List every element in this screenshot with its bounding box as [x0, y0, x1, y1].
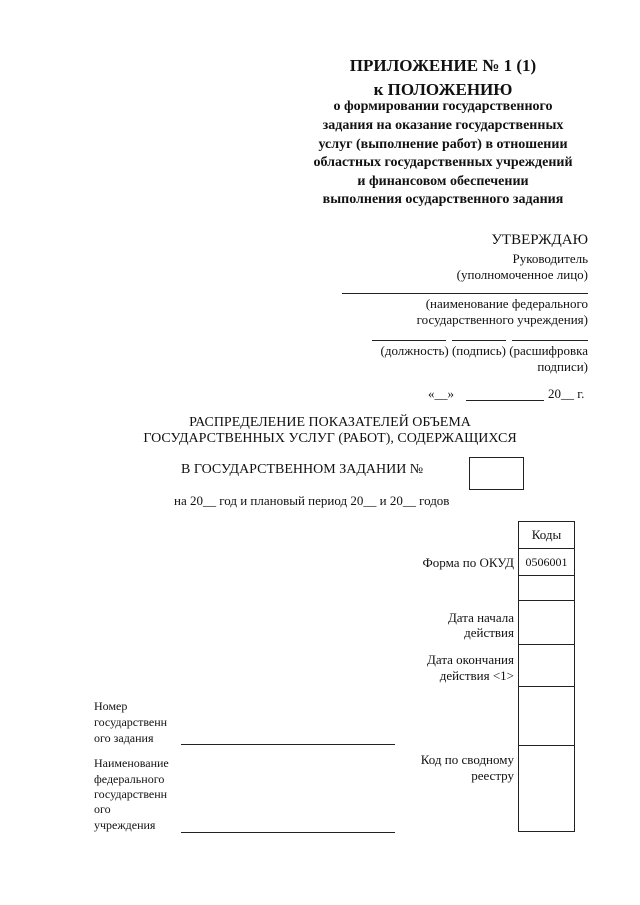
okud-label: Форма по ОКУД — [422, 555, 514, 570]
regulation-title: к ПОЛОЖЕНИЮ — [373, 80, 513, 99]
institution-label-4: ого — [94, 802, 111, 816]
position-line[interactable] — [372, 340, 446, 341]
start-date-label-1: Дата начала — [447, 610, 514, 625]
appendix-number: ПРИЛОЖЕНИЕ № 1 (1) — [349, 56, 537, 75]
institution-label-5: учреждения — [94, 818, 156, 832]
planning-period: на 20__ год и плановый период 20__ и 20__ годов — [174, 493, 450, 508]
end-date-label-2: действия <1> — [439, 668, 514, 683]
date-year: 20__ г. — [548, 386, 585, 401]
signature-line[interactable] — [452, 340, 506, 341]
header-line-4: задания на оказание государственных — [322, 118, 564, 133]
institution-label-2: федерального — [94, 772, 165, 786]
org-name-line[interactable] — [342, 293, 588, 294]
codes-divider — [518, 644, 575, 645]
okud-value: 0506001 — [525, 555, 568, 569]
task-number-label-2: государственн — [94, 715, 168, 729]
institution-label-1: Наименование — [94, 756, 169, 770]
task-number-field[interactable] — [469, 457, 524, 490]
org-name-caption-1: (наименование федерального — [425, 296, 588, 311]
title-line-1: РАСПРЕДЕЛЕНИЕ ПОКАЗАТЕЛЕЙ ОБЪЕМА — [189, 415, 471, 430]
title-line-3: В ГОСУДАРСТВЕННОМ ЗАДАНИИ № — [181, 462, 424, 477]
approve-role-note: (уполномоченное лицо) — [456, 267, 588, 282]
registry-code-label-2: реестру — [471, 768, 514, 783]
codes-divider — [518, 600, 575, 601]
institution-label-3: государственн — [94, 787, 168, 801]
signature-caption-1: (должность) (подпись) (расшифровка — [380, 343, 588, 358]
header-line-8: выполнения осударственного задания — [322, 192, 564, 207]
task-number-line[interactable] — [181, 744, 395, 745]
start-date-label-2: действия — [464, 625, 514, 640]
codes-divider — [518, 686, 575, 687]
org-name-caption-2: государственного учреждения) — [416, 312, 588, 327]
codes-header: Коды — [531, 527, 562, 542]
task-number-label-1: Номер — [94, 699, 128, 713]
signature-caption-2: подписи) — [537, 359, 588, 374]
codes-divider — [518, 575, 575, 576]
end-date-label-1: Дата окончания — [427, 652, 514, 667]
registry-code-label-1: Код по сводному — [420, 752, 514, 767]
institution-name-line[interactable] — [181, 832, 395, 833]
date-month-line[interactable] — [466, 400, 544, 401]
codes-divider — [518, 745, 575, 746]
header-line-6: областных государственных учреждений — [313, 155, 573, 170]
date-day: «__» — [428, 386, 454, 401]
approve-role: Руководитель — [512, 251, 588, 266]
header-line-7: и финансовом обеспечении — [357, 174, 529, 189]
signature-transcript-line[interactable] — [512, 340, 588, 341]
title-line-2: ГОСУДАРСТВЕННЫХ УСЛУГ (РАБОТ), СОДЕРЖАЩИХСЯ — [143, 431, 517, 446]
header-line-3: о формировании государственного — [333, 99, 553, 114]
codes-divider — [518, 548, 575, 549]
task-number-label-3: ого задания — [94, 731, 154, 745]
approve-title: УТВЕРЖДАЮ — [491, 232, 588, 248]
header-line-5: услуг (выполнение работ) в отношении — [318, 137, 568, 152]
